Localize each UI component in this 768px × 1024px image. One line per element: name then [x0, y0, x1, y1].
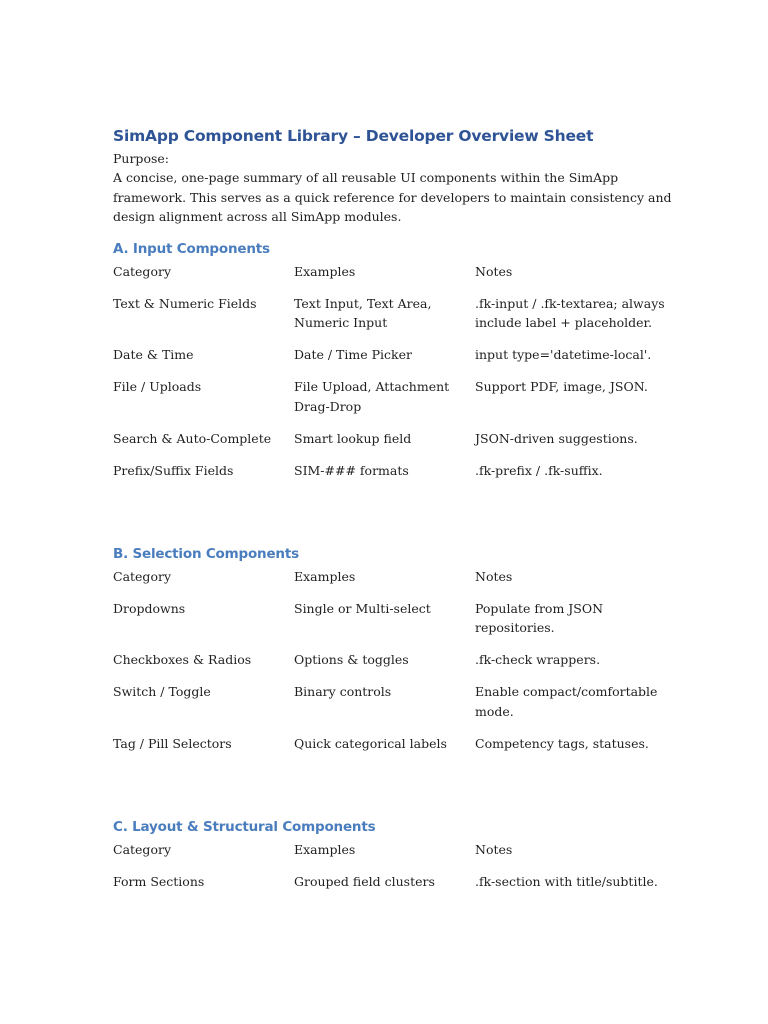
category-cell: Prefix/Suffix Fields	[113, 462, 234, 478]
table-row	[113, 294, 673, 345]
section-heading: C. Layout & Structural Components	[113, 819, 376, 835]
table-row	[113, 682, 673, 733]
examples-cell: Options & toggles	[294, 652, 409, 668]
table-row	[113, 734, 673, 766]
notes-cell: .fk-check wrappers.	[475, 652, 601, 668]
examples-cell: Single or Multi-select	[294, 601, 431, 616]
document-page	[113, 126, 673, 227]
notes-cell: input type='datetime-local'.	[475, 347, 652, 363]
notes-cell: .fk-prefix / .fk-suffix.	[475, 462, 603, 478]
document-title: SimApp Component Library – Developer Overview Sheet	[113, 127, 594, 145]
examples-cell: Grouped field clusters	[294, 874, 435, 889]
column-header-notes: Notes	[475, 842, 513, 857]
examples-cell: Date / Time Picker	[294, 347, 412, 363]
table-header-row	[113, 262, 673, 294]
column-header-category: Category	[113, 264, 172, 279]
component-table	[113, 840, 673, 904]
column-header-examples: Examples	[294, 264, 356, 279]
table-row	[113, 461, 673, 493]
table-header-row	[113, 840, 673, 872]
table-row	[113, 599, 673, 650]
examples-cell: Smart lookup field	[294, 430, 412, 446]
examples-cell: Text Input, Text Area, Numeric Input	[294, 296, 432, 331]
notes-cell: Support PDF, image, JSON.	[475, 379, 648, 395]
category-cell: Checkboxes & Radios	[113, 652, 252, 668]
section-layout-structural-components	[113, 818, 673, 904]
notes-cell: .fk-input / .fk-textarea; always include label + placeholder.	[475, 296, 665, 331]
examples-cell: File Upload, Attachment Drag-Drop	[294, 379, 450, 414]
column-header-examples: Examples	[294, 842, 356, 857]
purpose-label: Purpose:	[113, 151, 169, 166]
notes-cell: Competency tags, statuses.	[475, 735, 649, 751]
column-header-notes: Notes	[475, 264, 513, 279]
category-cell: Switch / Toggle	[113, 684, 211, 700]
component-table	[113, 567, 673, 766]
category-cell: Tag / Pill Selectors	[113, 735, 232, 751]
category-cell: Search & Auto-Complete	[113, 430, 272, 446]
examples-cell: Quick categorical labels	[294, 735, 447, 751]
section-selection-components	[113, 545, 673, 766]
column-header-category: Category	[113, 842, 172, 857]
table-row	[113, 650, 673, 682]
table-row	[113, 872, 673, 904]
examples-cell: SIM-### formats	[294, 462, 409, 478]
column-header-category: Category	[113, 569, 172, 584]
notes-cell: Populate from JSON repositories.	[475, 601, 604, 636]
section-heading: A. Input Components	[113, 241, 270, 257]
notes-cell: .fk-section with title/subtitle.	[475, 874, 658, 889]
purpose-text: A concise, one-page summary of all reusable UI components within the SimApp framework. This serves as a quick reference for developers to maintain consistency and design alignment across all SimApp modules.	[113, 170, 672, 225]
category-cell: Dropdowns	[113, 601, 186, 616]
examples-cell: Binary controls	[294, 684, 392, 700]
column-header-examples: Examples	[294, 569, 356, 584]
category-cell: Date & Time	[113, 347, 194, 363]
column-header-notes: Notes	[475, 569, 513, 584]
category-cell: Form Sections	[113, 874, 205, 889]
table-row	[113, 345, 673, 377]
notes-cell: JSON-driven suggestions.	[475, 430, 638, 446]
category-cell: Text & Numeric Fields	[113, 296, 257, 311]
notes-cell: Enable compact/comfortable mode.	[475, 684, 658, 719]
table-header-row	[113, 567, 673, 599]
section-input-components	[113, 240, 673, 493]
table-row	[113, 377, 673, 428]
component-table	[113, 262, 673, 493]
category-cell: File / Uploads	[113, 379, 202, 395]
section-heading: B. Selection Components	[113, 546, 299, 562]
table-row	[113, 429, 673, 461]
